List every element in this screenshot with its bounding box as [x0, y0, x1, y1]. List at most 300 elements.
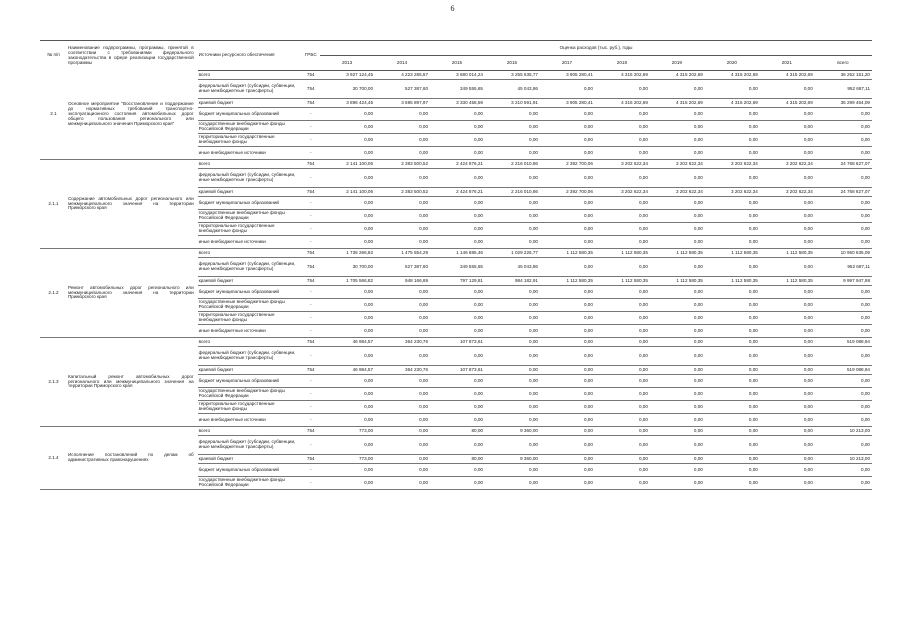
table-row [40, 71, 872, 80]
funding-source: бюджет муниципальных образований [198, 197, 302, 210]
year-value: 80,00 [430, 455, 485, 464]
year-value: 3 202 622,34 [595, 160, 650, 169]
year-value: 0,00 [595, 197, 650, 210]
year-value: 0,00 [375, 414, 430, 427]
year-value: 0,00 [705, 286, 760, 299]
year-value: 0,00 [375, 223, 430, 236]
funding-source: федеральный бюджет (субсидии, субвенции, иные межбюджетные трансферты) [198, 169, 302, 188]
year-value: 9 360,00 [485, 455, 540, 464]
year-value: 46 984,57 [320, 366, 375, 375]
grbs-code: - [301, 347, 320, 366]
year-value: 0,00 [595, 312, 650, 325]
year-value: 0,00 [595, 286, 650, 299]
year-value: 0,00 [375, 436, 430, 455]
header-year: 2018 [595, 56, 650, 71]
year-value: 0,00 [760, 147, 815, 160]
year-value: 948 166,69 [375, 277, 430, 286]
year-value: 0,00 [540, 286, 595, 299]
grbs-code: - [301, 197, 320, 210]
year-value: 0,00 [595, 169, 650, 188]
year-value: 0,00 [485, 147, 540, 160]
year-value: 0,00 [705, 347, 760, 366]
year-value: 0,00 [705, 401, 760, 414]
year-value: 0,00 [430, 299, 485, 312]
funding-source: территориальные государственные внебюджетные фонды [198, 134, 302, 147]
year-value: 3 680 014,24 [430, 71, 485, 80]
year-value: 0,00 [705, 258, 760, 277]
year-value: 3 210 591,91 [485, 99, 540, 108]
year-value: 1 112 580,35 [760, 277, 815, 286]
table-row [40, 160, 872, 169]
grbs-code: - [301, 299, 320, 312]
year-value: 0,00 [595, 388, 650, 401]
table-row [40, 338, 872, 347]
year-value: 0,00 [760, 427, 815, 436]
funding-source: краевой бюджет [198, 99, 302, 108]
year-value: 0,00 [650, 210, 705, 223]
total-value: 0,00 [815, 436, 872, 455]
year-value: 0,00 [650, 147, 705, 160]
year-value: 3 330 458,59 [430, 99, 485, 108]
year-value: 0,00 [430, 436, 485, 455]
grbs-code: 754 [301, 258, 320, 277]
year-value: 0,00 [705, 80, 760, 99]
year-value: 2 424 876,21 [430, 160, 485, 169]
year-value: 4 315 202,69 [760, 99, 815, 108]
year-value: 0,00 [650, 169, 705, 188]
year-value: 0,00 [705, 414, 760, 427]
funding-source: бюджет муниципальных образований [198, 375, 302, 388]
header-source: Источники ресурсного обеспечения [198, 41, 302, 71]
year-value: 0,00 [320, 388, 375, 401]
year-value: 0,00 [760, 436, 815, 455]
group-number: 2.1.3 [40, 338, 67, 427]
year-value: 0,00 [375, 169, 430, 188]
year-value: 0,00 [760, 455, 815, 464]
year-value: 0,00 [485, 414, 540, 427]
year-value: 0,00 [705, 325, 760, 338]
year-value: 0,00 [485, 464, 540, 477]
year-value: 0,00 [705, 223, 760, 236]
header-year: 2021 [760, 56, 815, 71]
year-value: 2 141 100,06 [320, 188, 375, 197]
funding-source: иные внебюджетные источники [198, 147, 302, 160]
year-value: 0,00 [375, 375, 430, 388]
year-value: 0,00 [430, 375, 485, 388]
year-value: 0,00 [760, 414, 815, 427]
year-value: 0,00 [650, 477, 705, 490]
year-value: 0,00 [430, 388, 485, 401]
year-value: 0,00 [650, 223, 705, 236]
total-value: 0,00 [815, 375, 872, 388]
total-value: 36 252 151,20 [815, 71, 872, 80]
year-value: 0,00 [320, 223, 375, 236]
year-value: 0,00 [320, 236, 375, 249]
year-value: 4 315 202,69 [705, 99, 760, 108]
group-number: 2.1.4 [40, 427, 67, 490]
year-value: 527 387,60 [375, 258, 430, 277]
year-value: 0,00 [540, 455, 595, 464]
grbs-code: - [301, 147, 320, 160]
year-value: 0,00 [760, 366, 815, 375]
year-value: 0,00 [650, 134, 705, 147]
grbs-code: 754 [301, 80, 320, 99]
total-value: 0,00 [815, 223, 872, 236]
header-year: 2015 [430, 56, 485, 71]
grbs-code: - [301, 210, 320, 223]
year-value: 0,00 [320, 464, 375, 477]
year-value: 0,00 [375, 121, 430, 134]
year-value: 0,00 [650, 121, 705, 134]
year-value: 0,00 [485, 210, 540, 223]
year-value: 2 141 100,06 [320, 160, 375, 169]
year-value: 0,00 [320, 108, 375, 121]
year-value: 0,00 [760, 108, 815, 121]
year-value: 0,00 [320, 299, 375, 312]
year-value: 0,00 [650, 347, 705, 366]
year-value: 0,00 [375, 312, 430, 325]
year-value: 0,00 [650, 299, 705, 312]
year-value: 0,00 [650, 436, 705, 455]
year-value: 0,00 [430, 223, 485, 236]
year-value: 0,00 [375, 286, 430, 299]
year-value: 0,00 [485, 375, 540, 388]
total-value: 0,00 [815, 210, 872, 223]
year-value: 0,00 [375, 347, 430, 366]
year-value: 0,00 [430, 312, 485, 325]
year-value: 0,00 [595, 258, 650, 277]
year-value: 0,00 [540, 338, 595, 347]
year-value: 0,00 [430, 121, 485, 134]
expense-table [40, 40, 872, 490]
year-value: 0,00 [650, 286, 705, 299]
year-value: 1 112 580,35 [595, 249, 650, 258]
year-value: 364 230,76 [375, 366, 430, 375]
year-value: 0,00 [760, 464, 815, 477]
funding-source: иные внебюджетные источники [198, 325, 302, 338]
funding-source: краевой бюджет [198, 277, 302, 286]
year-value: 1 112 580,35 [650, 249, 705, 258]
year-value: 2 383 500,52 [375, 160, 430, 169]
year-value: 0,00 [375, 388, 430, 401]
year-value: 3 202 622,34 [705, 160, 760, 169]
year-value: 0,00 [485, 401, 540, 414]
total-value: 10 213,00 [815, 427, 872, 436]
funding-source: краевой бюджет [198, 188, 302, 197]
total-value: 0,00 [815, 169, 872, 188]
header-year: 2017 [540, 56, 595, 71]
year-value: 0,00 [540, 347, 595, 366]
total-value: 952 687,11 [815, 258, 872, 277]
year-value: 1 475 554,29 [375, 249, 430, 258]
year-value: 1 112 580,35 [595, 277, 650, 286]
year-value: 0,00 [705, 388, 760, 401]
header-year: 2014 [375, 56, 430, 71]
year-value: 1 112 580,35 [650, 277, 705, 286]
year-value: 0,00 [760, 169, 815, 188]
header-year: 2020 [705, 56, 760, 71]
year-value: 0,00 [595, 147, 650, 160]
year-value: 0,00 [430, 464, 485, 477]
year-value: 0,00 [485, 236, 540, 249]
year-value: 0,00 [430, 347, 485, 366]
grbs-code: - [301, 477, 320, 490]
year-value: 4 315 202,69 [595, 99, 650, 108]
year-value: 3 695 897,97 [375, 99, 430, 108]
year-value: 0,00 [650, 312, 705, 325]
header-year: 2019 [650, 56, 705, 71]
year-value: 0,00 [760, 121, 815, 134]
year-value: 0,00 [760, 134, 815, 147]
year-value: 0,00 [595, 366, 650, 375]
funding-source: всего [198, 160, 302, 169]
funding-source: государственные внебюджетные фонды Российской Федерации [198, 121, 302, 134]
total-value: 0,00 [815, 197, 872, 210]
year-value: 0,00 [760, 375, 815, 388]
funding-source: федеральный бюджет (субсидии, субвенции, иные межбюджетные трансферты) [198, 258, 302, 277]
year-value: 2 392 700,06 [540, 188, 595, 197]
year-value: 0,00 [485, 299, 540, 312]
total-value: 519 088,94 [815, 338, 872, 347]
grbs-code: - [301, 375, 320, 388]
year-value: 0,00 [760, 286, 815, 299]
year-value: 0,00 [595, 427, 650, 436]
year-value: 45 043,86 [485, 80, 540, 99]
year-value: 0,00 [540, 197, 595, 210]
year-value: 0,00 [650, 401, 705, 414]
year-value: 0,00 [595, 108, 650, 121]
funding-source: государственные внебюджетные фонды Российской Федерации [198, 477, 302, 490]
year-value: 0,00 [705, 299, 760, 312]
year-value: 0,00 [760, 299, 815, 312]
year-value: 0,00 [760, 197, 815, 210]
year-value: 0,00 [705, 134, 760, 147]
group-title: Исполнение постановлений по делам об административных правонарушениях [67, 427, 198, 490]
grbs-code: 754 [301, 99, 320, 108]
grbs-code: - [301, 325, 320, 338]
year-value: 0,00 [485, 121, 540, 134]
table-row [40, 427, 872, 436]
year-value: 3 202 622,34 [760, 160, 815, 169]
year-value: 349 555,65 [430, 258, 485, 277]
year-value: 2 383 500,52 [375, 188, 430, 197]
funding-source: федеральный бюджет (субсидии, субвенции, иные межбюджетные трансферты) [198, 436, 302, 455]
year-value: 0,00 [540, 169, 595, 188]
year-value: 0,00 [430, 325, 485, 338]
total-value: 0,00 [815, 477, 872, 490]
year-value: 0,00 [650, 338, 705, 347]
year-value: 0,00 [540, 414, 595, 427]
year-value: 0,00 [705, 338, 760, 347]
funding-source: бюджет муниципальных образований [198, 464, 302, 477]
year-value: 3 255 635,77 [485, 71, 540, 80]
year-value: 0,00 [540, 108, 595, 121]
funding-source: территориальные государственные внебюджетные фонды [198, 312, 302, 325]
funding-source: государственные внебюджетные фонды Российской Федерации [198, 299, 302, 312]
year-value: 0,00 [540, 80, 595, 99]
funding-source: краевой бюджет [198, 366, 302, 375]
funding-source: государственные внебюджетные фонды Российской Федерации [198, 388, 302, 401]
year-value: 0,00 [760, 325, 815, 338]
year-value: 3 202 622,34 [650, 160, 705, 169]
year-value: 4 315 202,69 [650, 99, 705, 108]
header-year: всего [815, 56, 872, 71]
year-value: 0,00 [595, 223, 650, 236]
year-value: 0,00 [540, 134, 595, 147]
total-value: 24 768 627,07 [815, 188, 872, 197]
year-value: 30 700,00 [320, 80, 375, 99]
year-value: 0,00 [375, 299, 430, 312]
year-value: 0,00 [650, 375, 705, 388]
year-value: 0,00 [485, 338, 540, 347]
year-value: 0,00 [705, 366, 760, 375]
total-value: 0,00 [815, 312, 872, 325]
year-value: 0,00 [540, 388, 595, 401]
year-value: 1 112 580,35 [540, 249, 595, 258]
year-value: 0,00 [705, 436, 760, 455]
year-value: 0,00 [430, 286, 485, 299]
total-value: 10 213,00 [815, 455, 872, 464]
year-value: 0,00 [705, 427, 760, 436]
year-value: 0,00 [430, 108, 485, 121]
year-value: 0,00 [320, 210, 375, 223]
year-value: 0,00 [320, 197, 375, 210]
total-value: 0,00 [815, 147, 872, 160]
header-year: 2013 [320, 56, 375, 71]
grbs-code: 754 [301, 338, 320, 347]
year-value: 0,00 [485, 477, 540, 490]
year-value: 0,00 [485, 169, 540, 188]
year-value: 45 043,86 [485, 258, 540, 277]
year-value: 0,00 [485, 223, 540, 236]
year-value: 0,00 [375, 236, 430, 249]
grbs-code: - [301, 464, 320, 477]
year-value: 0,00 [595, 436, 650, 455]
year-value: 46 984,57 [320, 338, 375, 347]
year-value: 0,00 [430, 477, 485, 490]
year-value: 0,00 [375, 455, 430, 464]
total-value: 0,00 [815, 108, 872, 121]
total-value: 0,00 [815, 299, 872, 312]
year-value: 0,00 [375, 147, 430, 160]
funding-source: иные внебюджетные источники [198, 414, 302, 427]
year-value: 0,00 [540, 121, 595, 134]
year-value: 0,00 [595, 80, 650, 99]
year-value: 0,00 [430, 210, 485, 223]
year-value: 0,00 [760, 401, 815, 414]
year-value: 0,00 [430, 401, 485, 414]
year-value: 0,00 [485, 134, 540, 147]
grbs-code: 754 [301, 366, 320, 375]
group-number: 2.1.1 [40, 160, 67, 249]
year-value: 0,00 [705, 169, 760, 188]
grbs-code: 754 [301, 188, 320, 197]
year-value: 1 112 580,35 [705, 277, 760, 286]
total-value: 0,00 [815, 347, 872, 366]
year-value: 349 555,65 [430, 80, 485, 99]
year-value: 0,00 [760, 236, 815, 249]
year-value: 30 700,00 [320, 258, 375, 277]
year-value: 0,00 [540, 366, 595, 375]
total-value: 952 687,11 [815, 80, 872, 99]
year-value: 0,00 [375, 427, 430, 436]
total-value: 0,00 [815, 401, 872, 414]
year-value: 0,00 [760, 347, 815, 366]
year-value: 0,00 [320, 325, 375, 338]
funding-source: иные внебюджетные источники [198, 236, 302, 249]
year-value: 0,00 [540, 299, 595, 312]
header-year: 2016 [485, 56, 540, 71]
year-value: 1 112 580,35 [760, 249, 815, 258]
year-value: 0,00 [595, 455, 650, 464]
year-value: 1 029 226,77 [485, 249, 540, 258]
year-value: 0,00 [485, 286, 540, 299]
year-value: 3 202 622,34 [595, 188, 650, 197]
funding-source: бюджет муниципальных образований [198, 286, 302, 299]
total-value: 0,00 [815, 134, 872, 147]
year-value: 0,00 [760, 223, 815, 236]
grbs-code: - [301, 401, 320, 414]
total-value: 9 997 947,98 [815, 277, 872, 286]
year-value: 0,00 [705, 375, 760, 388]
year-value: 0,00 [540, 312, 595, 325]
year-value: 0,00 [595, 464, 650, 477]
year-value: 0,00 [430, 134, 485, 147]
year-value: 1 736 266,82 [320, 249, 375, 258]
year-value: 0,00 [650, 366, 705, 375]
header-grbs: ГРБС [301, 41, 320, 71]
year-value: 0,00 [375, 134, 430, 147]
year-value: 0,00 [595, 134, 650, 147]
year-value: 0,00 [540, 375, 595, 388]
year-value: 1 112 580,35 [705, 249, 760, 258]
funding-source: государственные внебюджетные фонды Российской Федерации [198, 210, 302, 223]
year-value: 4 315 202,69 [650, 71, 705, 80]
year-value: 0,00 [540, 401, 595, 414]
year-value: 0,00 [375, 477, 430, 490]
year-value: 0,00 [650, 325, 705, 338]
year-value: 0,00 [430, 197, 485, 210]
year-value: 0,00 [430, 147, 485, 160]
year-value: 0,00 [540, 464, 595, 477]
year-value: 0,00 [540, 236, 595, 249]
year-value: 0,00 [705, 108, 760, 121]
year-value: 0,00 [595, 347, 650, 366]
funding-source: всего [198, 338, 302, 347]
year-value: 0,00 [595, 477, 650, 490]
total-value: 0,00 [815, 388, 872, 401]
grbs-code: - [301, 236, 320, 249]
year-value: 0,00 [485, 436, 540, 455]
year-value: 0,00 [375, 197, 430, 210]
year-value: 0,00 [320, 286, 375, 299]
year-value: 107 873,61 [430, 366, 485, 375]
year-value: 0,00 [760, 258, 815, 277]
year-value: 0,00 [705, 477, 760, 490]
year-value: 0,00 [705, 147, 760, 160]
year-value: 773,00 [320, 455, 375, 464]
year-value: 9 360,00 [485, 427, 540, 436]
year-value: 0,00 [650, 388, 705, 401]
year-value: 0,00 [540, 223, 595, 236]
funding-source: всего [198, 71, 302, 80]
year-value: 0,00 [320, 477, 375, 490]
year-value: 0,00 [650, 80, 705, 99]
year-value: 0,00 [540, 427, 595, 436]
total-value: 35 299 464,09 [815, 99, 872, 108]
year-value: 0,00 [705, 236, 760, 249]
grbs-code: 754 [301, 455, 320, 464]
